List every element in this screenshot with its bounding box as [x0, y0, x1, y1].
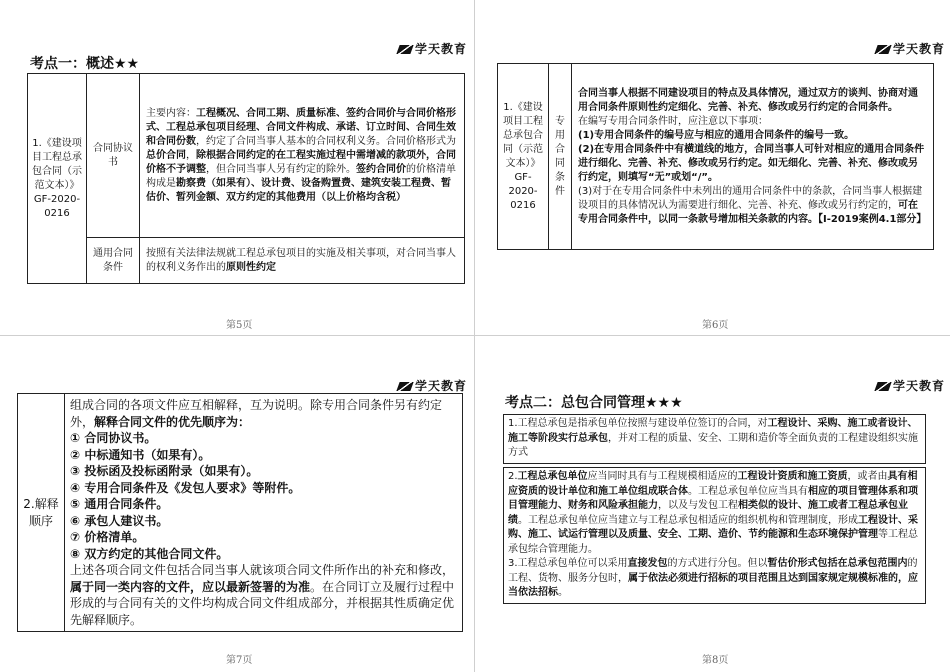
- general-conditions-content: 按照有关法律法规就工程总承包项目的实施及相关事项，对合同当事人的权利义务作出的原则性约定: [140, 238, 465, 284]
- section-heading: 考点二：总包合同管理★★★: [505, 395, 683, 411]
- page-number: 第7页: [226, 655, 253, 666]
- special-conditions-content: 合同当事人根据不同建设项目的特点及具体情况，通过双方的谈判、协商对通用合同条件原则性约定细化、完善、补充、修改或另行约定的合同条件。 在编写专用合同条件时，应注意以下事项： (1)专用合同条件的编号应与相应的通用合同条件的编号一致。 (2)在专用合同条件中有横道线的地方，合同当事人可针对相应的通用合同条件进行细化、完善、补充、修改或另行约定。如无细化、完善、补充、修改或另行约定，则填写“无”或划“/”。 (3)对于在专用合同条件中未列出的通用合同条件中的条款，合同当事人根据建设项目的具体情况认为需要进行细化、完善、补充、修改或另行约定的，可在专用合同条件中，以同一条款号增加相关条款的内容。【Ⅰ-2019案例4.1部分】: [572, 64, 934, 250]
- agreement-content: 主要内容：工程概况、合同工期、质量标准、签约合同价与合同价格形式、工程总承包项目经理、合同文件构成、承诺、订立时间、合同生效和合同份数，约定了合同当事人基本的合同权利义务。合同价格形式为总价合同，除根据合同约定的在工程实施过程中需增减的款项外，合同价格不予调整，但合同当事人另有约定的除外。签约合同价的价格清单构成是勘察费（如果有）、设计费、设备购置费、建筑安装工程费、暂估价、暂列金额、双方约定的其他费用（以上价格均含税）: [140, 74, 465, 238]
- priority-list: [70, 430, 457, 562]
- definition-box: 1.工程总承包是指承包单位按照与建设单位签订的合同，对工程设计、采购、施工或者设计、施工等阶段实行总承包，并对工程的质量、安全、工期和造价等全面负责的工程建设组织实施方式: [503, 414, 926, 464]
- agreement-label: 合同协议书: [87, 74, 140, 238]
- contract-title-cell: 1.《建设项目工程总承包合同（示范文本）》GF-2020-0216: [498, 64, 549, 250]
- page-number: 第8页: [702, 655, 729, 666]
- overview-table: [27, 73, 465, 284]
- priority-item: ⑥ 承包人建议书。: [70, 513, 169, 528]
- contract-title-cell: 1.《建设项目工程总承包合同（示范文本）》GF-2020-0216: [28, 74, 87, 284]
- qualification-box: 2.工程总承包单位应当同时具有与工程规模相适应的工程设计资质和施工资质，或者由具有相应资质的设计单位和施工单位组成联合体。工程总承包单位应当具有相应的项目管理体系和项目管理能力、财务和风险承担能力，以及与发包工程相类似的设计、施工或者工程总承包业绩。工程总承包单位应当建立与工程总承包相适应的组织机构和管理制度，形成工程设计、采购、施工、试运行管理以及质量、安全、工期、造价、节约能源和生态环境保护管理等工程总承包综合管理能力。 3.工程总承包单位可以采用直接发包的方式进行分包。但以暂估价形式包括在总承包范围内的工程、货物、服务分包时，属于依法必须进行招标的项目范围且达到国家规定规模标准的，应当依法招标。: [503, 467, 926, 604]
- page-divider-vertical: [474, 0, 475, 672]
- interpretation-content: 组成合同的各项文件应互相解释，互为说明。除专用合同条件另有约定外，解释合同文件的优先顺序为： ① 合同协议书。 ② 中标通知书（如果有）。 ③ 投标函及投标函附录（如果有）。 ④ 专用合同条件及《发包人要求》等附件。 ⑤ 通用合同条件。 ⑥ 承包人建议书。 ⑦ 价格清单。 ⑧ 双方约定的其他合同文件。 上述各项合同文件包括合同当事人就该项合同文件所作出的补充和修改，属于同一类内容的文件，应以最新签署的为准。在合同订立及履行过程中形成的与合同有关的文件均构成合同文件组成部分，并根据其性质确定优先解释顺序。: [65, 394, 463, 632]
- page-number: 第5页: [226, 320, 253, 331]
- brand-name: 学天教育: [415, 42, 468, 56]
- priority-item: ② 中标通知书（如果有）。: [70, 447, 211, 462]
- brand-logo-icon: [396, 45, 413, 54]
- priority-item: ④ 专用合同条件及《发包人要求》等附件。: [70, 480, 301, 495]
- special-conditions-table: [497, 63, 934, 250]
- priority-item: ③ 投标函及投标函附录（如果有）。: [70, 464, 259, 478]
- page-number: 第6页: [702, 320, 729, 331]
- brand-logo-icon: [874, 45, 891, 54]
- brand-logo: 学天教育: [876, 40, 945, 57]
- page-divider-horizontal: [0, 335, 950, 336]
- interpretation-label: 2.解释顺序: [18, 394, 65, 632]
- priority-item: ⑦ 价格清单。: [70, 530, 145, 544]
- section-heading: 考点一：概述★★: [30, 56, 140, 72]
- brand-logo: 学天教育: [876, 377, 945, 394]
- brand-logo: [398, 40, 467, 57]
- priority-item: ⑧ 双方约定的其他合同文件。: [70, 546, 229, 561]
- special-conditions-label: 专用合同条件: [549, 64, 572, 250]
- priority-item: ⑤ 通用合同条件。: [70, 497, 169, 511]
- general-conditions-label: 通用合同条件: [87, 238, 140, 284]
- brand-logo: 学天教育: [398, 377, 467, 394]
- priority-item: ① 合同协议书。: [70, 431, 157, 445]
- brand-logo-icon: [396, 382, 413, 391]
- brand-logo-icon: [874, 382, 891, 391]
- interpretation-table: [17, 393, 463, 632]
